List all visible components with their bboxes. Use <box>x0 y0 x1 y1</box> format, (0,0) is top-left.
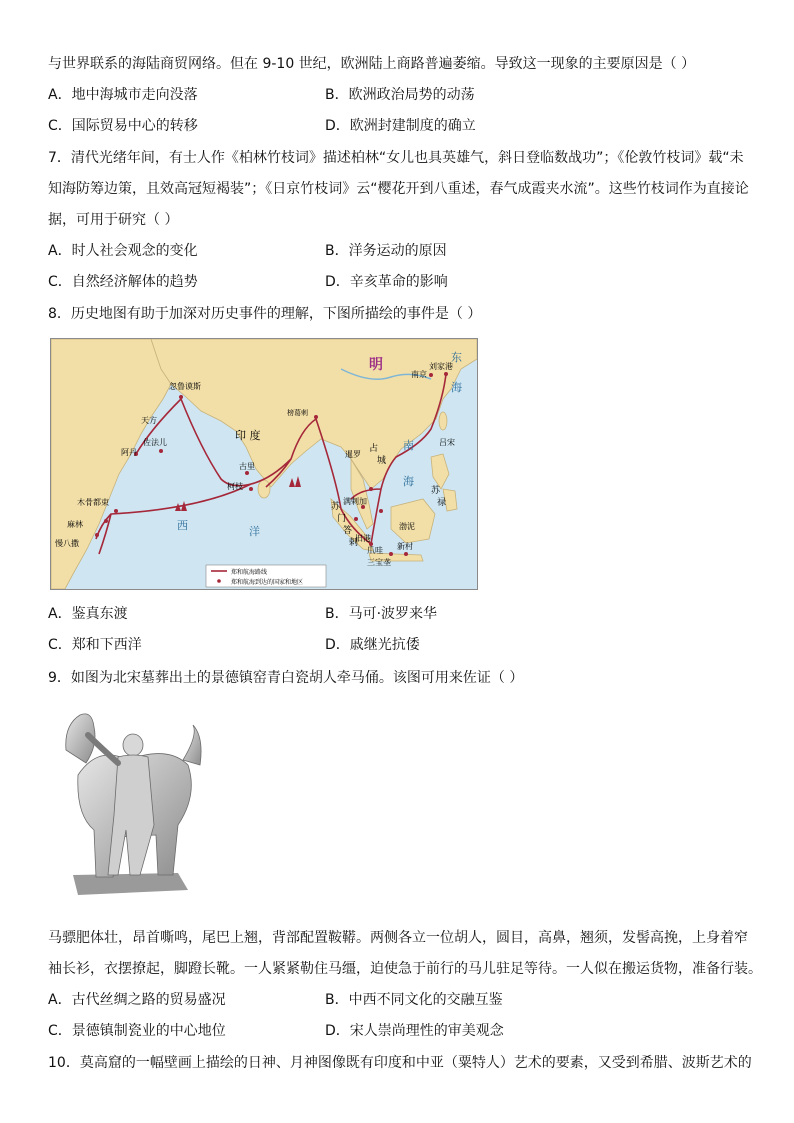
porcelain-figurine-photo <box>58 705 208 900</box>
figurine-base <box>73 873 188 895</box>
question-7-line-3: 据，可用于研究（ ） <box>48 212 179 228</box>
map-label-sumatra-4: 剌 <box>349 538 359 548</box>
figurine-horse-tail <box>183 725 201 765</box>
question-7-line-2: 知海防筹边策，且效高冠短褐装”；《日京竹枝词》云“樱花开到八重述，春气成霞夹水流”。这些竹枝词作为直接论 <box>48 181 749 197</box>
map-label-ming: 明 <box>369 357 383 373</box>
map-label-ocean: 洋 <box>249 525 260 538</box>
question-7-line-1: 7．清代光绪年间，有士人作《柏林竹枝词》描述柏林“女儿也具英雄气，斜日登临数战功”；《伦敦竹枝词》载“未 <box>48 150 744 166</box>
q6-option-a: A．地中海城市走向没落 <box>48 87 198 103</box>
map-label-luzon: 吕宋 <box>439 438 455 447</box>
q9-option-c: C．景德镇制瓷业的中心地位 <box>48 1023 226 1039</box>
map-label-bengal: 榜葛剌 <box>287 409 308 417</box>
zheng-he-voyage-map <box>50 338 478 590</box>
map-label-siam: 暹罗 <box>345 450 361 459</box>
question-9-description-line-2: 袖长衫，衣摆撩起，脚蹬长靴。一人紧紧勒住马缰，迫使急于前行的马儿驻足等待。一人似在搬运货物，准备行装。 <box>48 961 762 977</box>
map-label-nanjing: 南京 <box>411 370 427 379</box>
question-9-stem: 9．如图为北宋墓葬出土的景德镇窑青白瓷胡人牵马俑。该图可用来佐证（ ） <box>48 670 524 686</box>
map-label-sanbaolong: 三宝垄 <box>367 558 391 567</box>
q7-option-d: D．辛亥革命的影响 <box>325 274 448 290</box>
q7-option-c: C．自然经济解体的趋势 <box>48 274 198 290</box>
map-label-hormuz: 忽鲁谟斯 <box>169 382 201 391</box>
legend-dot-swatch <box>217 579 221 583</box>
map-label-mogadishu: 木骨都束 <box>77 498 109 507</box>
map-label-tianfang: 天方 <box>141 416 157 425</box>
q7-option-a: A．时人社会观念的变化 <box>48 243 198 259</box>
map-label-west: 西 <box>177 519 188 532</box>
question-8-stem: 8．历史地图有助于加深对历史事件的理解，下图所描绘的事件是（ ） <box>48 306 482 322</box>
map-label-cochin: 柯枝 <box>227 482 243 491</box>
question-9-description-line-1: 马骠肥体壮，昂首嘶鸣，尾巴上翘，背部配置鞍鞯。两侧各立一位胡人，圆目，高鼻，翘须，发髻高挽，上身着窄 <box>48 930 748 946</box>
q7-option-b: B．洋务运动的原因 <box>325 243 447 259</box>
q9-option-a: A．古代丝绸之路的贸易盛况 <box>48 992 226 1008</box>
q8-option-c: C．郑和下西洋 <box>48 637 142 653</box>
legend-route-label: 郑和航海路线 <box>231 569 268 576</box>
map-label-sulu-2: 禄 <box>437 498 447 508</box>
map-label-south-sea-2: 海 <box>403 475 414 488</box>
map-label-sulu-1: 苏 <box>431 486 441 496</box>
map-label-calicut: 古里 <box>239 462 255 471</box>
map-label-india: 印 度 <box>235 429 261 442</box>
map-label-liujiagang: 刘家港 <box>429 362 453 371</box>
q8-option-a: A．鉴真东渡 <box>48 606 128 622</box>
map-label-sumatra-2: 门 <box>337 514 347 524</box>
map-label-east-sea-2: 海 <box>451 381 462 394</box>
q9-option-b: B．中西不同文化的交融互鉴 <box>325 992 503 1008</box>
q6-option-c: C．国际贸易中心的转移 <box>48 118 198 134</box>
map-label-java: 爪哇 <box>367 546 383 555</box>
map-label-champa-1: 占 <box>369 444 379 454</box>
q9-option-d: D．宋人崇尚理性的审美观念 <box>325 1023 504 1039</box>
map-land-taiwan <box>439 412 447 430</box>
map-label-zufar: 佐法儿 <box>143 438 167 447</box>
q8-option-d: D．戚继光抗倭 <box>325 637 420 653</box>
question-6-stem-tail: 与世界联系的海陆商贸网络。但在 9-10 世纪，欧洲陆上商路普遍萎缩。导致这一现象的主要原因是（ ） <box>48 56 696 72</box>
q6-option-d: D．欧洲封建制度的确立 <box>325 118 476 134</box>
map-label-malacca: 满剌加 <box>343 497 367 506</box>
map-label-xincun: 新村 <box>397 542 413 551</box>
map-land-ceylon <box>258 480 270 498</box>
map-label-malindi: 麻林 <box>67 520 83 529</box>
map-label-aden: 阿丹 <box>121 448 137 457</box>
legend-reached-label: 郑和航海到达的国家和地区 <box>231 579 304 586</box>
map-label-champa-2: 城 <box>377 456 387 466</box>
map-label-sumatra-1: 苏 <box>331 502 341 512</box>
map-label-south-sea-1: 南 <box>403 439 414 452</box>
map-label-borneo: 渤泥 <box>399 522 415 531</box>
q8-option-b: B．马可·波罗来华 <box>325 606 438 622</box>
map-label-palembang: 旧港 <box>355 534 371 543</box>
map-label-east-sea-1: 东 <box>451 351 462 364</box>
question-10-stem: 10．莫高窟的一幅壁画上描绘的日神、月神图像既有印度和中亚（粟特人）艺术的要素，又受到希腊、波斯艺术的 <box>48 1055 752 1071</box>
figurine-attendant-head <box>123 734 143 756</box>
map-label-mombasa: 慢八撒 <box>55 539 79 548</box>
q6-option-b: B．欧洲政治局势的动荡 <box>325 87 475 103</box>
map-label-sumatra-3: 答 <box>343 526 353 536</box>
